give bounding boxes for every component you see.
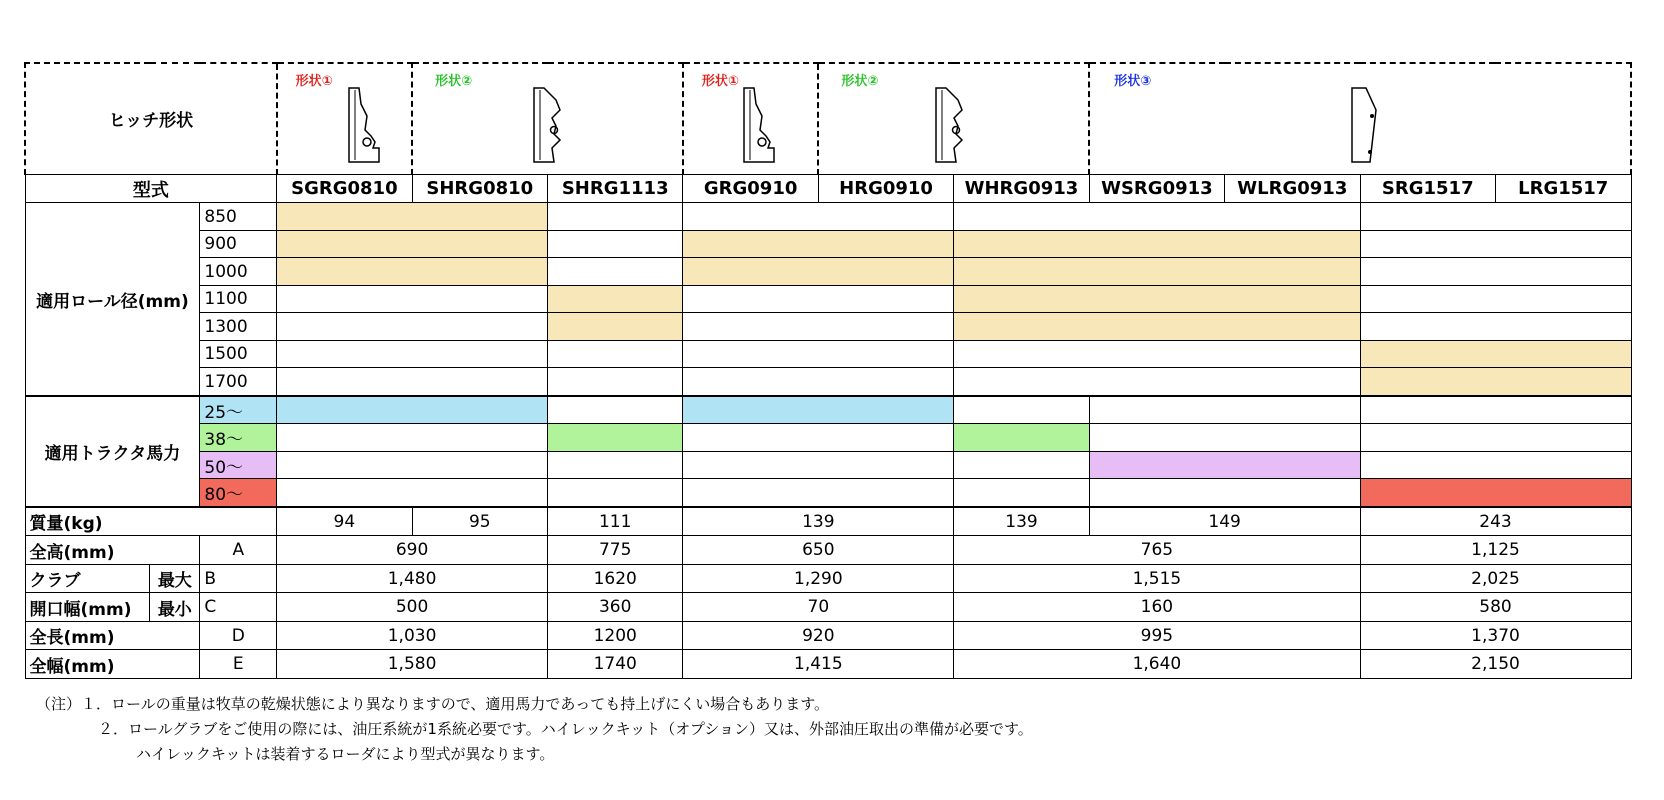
empty-cell <box>1360 424 1631 451</box>
height-label: 全高(mm) <box>25 536 200 565</box>
shape-label-5: 形状③ <box>1114 74 1152 89</box>
spec-value: 765 <box>954 536 1360 565</box>
spec-value: 1,580 <box>277 650 548 679</box>
spec-value: 2,025 <box>1360 564 1631 593</box>
hitch-shape-3-icon <box>740 86 780 164</box>
roll-row <box>25 368 1631 396</box>
empty-cell <box>548 451 683 478</box>
width-label: 全幅(mm) <box>25 650 200 679</box>
empty-cell <box>548 258 683 285</box>
empty-cell <box>548 479 683 507</box>
spec-value: 995 <box>954 621 1360 650</box>
height-letter: A <box>200 536 277 565</box>
max-label: 最大 <box>150 564 200 593</box>
empty-cell <box>277 451 548 478</box>
spec-value: 775 <box>548 536 683 565</box>
empty-cell <box>1089 479 1360 507</box>
hitch-shape-1 <box>277 63 412 174</box>
roll-fill <box>548 285 683 312</box>
hp-fill <box>1360 479 1631 507</box>
empty-cell <box>954 479 1089 507</box>
empty-cell <box>954 396 1089 424</box>
mass-row <box>25 507 1631 536</box>
empty-cell <box>954 340 1360 367</box>
roll-fill <box>277 203 548 230</box>
empty-cell <box>683 313 954 340</box>
roll-row <box>25 340 1631 367</box>
empty-cell <box>277 479 548 507</box>
hitch-shape-2-icon <box>530 86 570 164</box>
roll-fill <box>548 313 683 340</box>
hp-fill <box>1089 451 1360 478</box>
empty-cell <box>1089 396 1360 424</box>
hitch-shape-4 <box>818 63 1089 174</box>
spec-value: 690 <box>277 536 548 565</box>
empty-cell <box>548 340 683 367</box>
spec-value: 139 <box>683 507 954 536</box>
roll-fill <box>954 285 1360 312</box>
length-row <box>25 621 1631 650</box>
roll-row <box>25 313 1631 340</box>
model-cell: WHRG0913 <box>954 174 1089 203</box>
spec-value: 70 <box>683 593 954 622</box>
height-row <box>25 536 1631 565</box>
roll-diameter: 900 <box>200 230 277 257</box>
spec-value: 1,640 <box>954 650 1360 679</box>
length-label: 全長(mm) <box>25 621 200 650</box>
width-letter: E <box>200 650 277 679</box>
spec-value: 580 <box>1360 593 1631 622</box>
roll-fill <box>954 258 1360 285</box>
empty-cell <box>1089 424 1360 451</box>
hp-row <box>25 479 1631 507</box>
mass-label: 質量(kg) <box>25 507 277 536</box>
roll-fill <box>683 230 954 257</box>
max-row <box>25 564 1631 593</box>
spec-value: 360 <box>548 593 683 622</box>
empty-cell <box>683 340 954 367</box>
empty-cell <box>277 340 548 367</box>
spec-value: 1,480 <box>277 564 548 593</box>
hitch-row <box>25 63 1631 174</box>
model-cell: SGRG0810 <box>277 174 412 203</box>
empty-cell <box>683 368 954 396</box>
spec-value: 1,290 <box>683 564 954 593</box>
note-line-1: （注）１．ロールの重量は牧草の乾燥状態により異なりますので、適用馬力であっても持上げにくい場合もあります。 <box>36 695 830 713</box>
roll-fill <box>1360 340 1631 367</box>
spec-value: 650 <box>683 536 954 565</box>
spec-value: 95 <box>412 507 547 536</box>
min-letter: C <box>200 593 277 622</box>
hitch-shape-4-icon <box>932 86 972 164</box>
shape-label-4: 形状② <box>841 74 879 89</box>
hitch-label: ヒッチ形状 <box>25 63 277 174</box>
hitch-shape-5 <box>1089 63 1631 174</box>
spec-value: 1,515 <box>954 564 1360 593</box>
min-row <box>25 593 1631 622</box>
roll-fill <box>954 230 1360 257</box>
hp-row <box>25 396 1631 424</box>
min-label: 最小 <box>150 593 200 622</box>
width-row <box>25 650 1631 679</box>
roll-diameter: 1500 <box>200 340 277 367</box>
model-cell: SRG1517 <box>1360 174 1495 203</box>
spec-value: 1200 <box>548 621 683 650</box>
spec-value: 94 <box>277 507 412 536</box>
shape-label-3: 形状① <box>701 74 739 89</box>
model-cell: SHRG1113 <box>548 174 683 203</box>
model-cell: GRG0910 <box>683 174 818 203</box>
spec-value: 1,125 <box>1360 536 1631 565</box>
empty-cell <box>1360 451 1631 478</box>
spec-value: 243 <box>1360 507 1631 536</box>
roll-fill <box>954 313 1360 340</box>
hitch-shape-5-icon <box>1348 86 1388 164</box>
empty-cell <box>548 230 683 257</box>
roll-fill <box>1360 368 1631 396</box>
spec-value: 2,150 <box>1360 650 1631 679</box>
empty-cell <box>1360 313 1631 340</box>
model-row <box>25 174 1631 203</box>
shape-label-1: 形状① <box>295 74 333 89</box>
clamp-label: クラブ <box>25 564 150 593</box>
hp-value: 50～ <box>200 451 277 478</box>
hp-row <box>25 424 1631 451</box>
spec-value: 160 <box>954 593 1360 622</box>
empty-cell <box>1360 230 1631 257</box>
notes <box>36 692 1033 767</box>
spec-value: 920 <box>683 621 954 650</box>
empty-cell <box>277 368 548 396</box>
spec-value: 111 <box>548 507 683 536</box>
empty-cell <box>1360 285 1631 312</box>
hitch-shape-3 <box>683 63 818 174</box>
roll-label: 適用ロール径(mm) <box>25 203 200 396</box>
shape-label-2: 形状② <box>435 74 473 89</box>
roll-row <box>25 258 1631 285</box>
spec-value: 1740 <box>548 650 683 679</box>
roll-diameter: 850 <box>200 203 277 230</box>
open-label: 開口幅(mm) <box>25 593 150 622</box>
roll-diameter: 1700 <box>200 368 277 396</box>
model-cell: LRG1517 <box>1495 174 1631 203</box>
hp-fill <box>683 396 954 424</box>
empty-cell <box>954 451 1089 478</box>
roll-diameter: 1000 <box>200 258 277 285</box>
spec-value: 139 <box>954 507 1089 536</box>
roll-row <box>25 230 1631 257</box>
empty-cell <box>954 203 1360 230</box>
hp-value: 25～ <box>200 396 277 424</box>
roll-row <box>25 285 1631 312</box>
spec-table <box>24 62 1632 679</box>
roll-fill <box>277 230 548 257</box>
roll-fill <box>683 258 954 285</box>
spec-value: 1,030 <box>277 621 548 650</box>
spec-value: 1,370 <box>1360 621 1631 650</box>
empty-cell <box>683 479 954 507</box>
empty-cell <box>683 203 954 230</box>
spec-value: 500 <box>277 593 548 622</box>
hitch-shape-2 <box>412 63 683 174</box>
empty-cell <box>1360 203 1631 230</box>
roll-row <box>25 203 1631 230</box>
model-label: 型式 <box>25 174 277 203</box>
hp-fill <box>548 424 683 451</box>
empty-cell <box>683 451 954 478</box>
note-line-2: ２．ロールグラブをご使用の際には、油圧系統が1系統必要です。ハイレックキット（オプション）又は、外部油圧取出の準備が必要です。 <box>98 720 1033 738</box>
roll-fill <box>277 258 548 285</box>
empty-cell <box>1360 396 1631 424</box>
empty-cell <box>683 424 954 451</box>
model-cell: WLRG0913 <box>1225 174 1360 203</box>
max-letter: B <box>200 564 277 593</box>
empty-cell <box>683 285 954 312</box>
note-line-3: ハイレックキットは装着するローダにより型式が異なります。 <box>136 745 555 763</box>
hp-fill <box>954 424 1089 451</box>
hp-row <box>25 451 1631 478</box>
empty-cell <box>954 368 1360 396</box>
tractor-label: 適用トラクタ馬力 <box>25 396 200 507</box>
model-cell: WSRG0913 <box>1089 174 1224 203</box>
empty-cell <box>277 424 548 451</box>
model-cell: HRG0910 <box>818 174 953 203</box>
empty-cell <box>277 313 548 340</box>
hp-value: 80～ <box>200 479 277 507</box>
empty-cell <box>548 203 683 230</box>
hp-fill <box>277 396 548 424</box>
roll-diameter: 1300 <box>200 313 277 340</box>
empty-cell <box>1360 258 1631 285</box>
spec-value: 1,415 <box>683 650 954 679</box>
hp-value: 38～ <box>200 424 277 451</box>
spec-value: 149 <box>1089 507 1360 536</box>
empty-cell <box>277 285 548 312</box>
length-letter: D <box>200 621 277 650</box>
model-cell: SHRG0810 <box>412 174 547 203</box>
roll-diameter: 1100 <box>200 285 277 312</box>
empty-cell <box>548 396 683 424</box>
hitch-shape-1-icon <box>345 86 385 164</box>
empty-cell <box>548 368 683 396</box>
spec-value: 1620 <box>548 564 683 593</box>
